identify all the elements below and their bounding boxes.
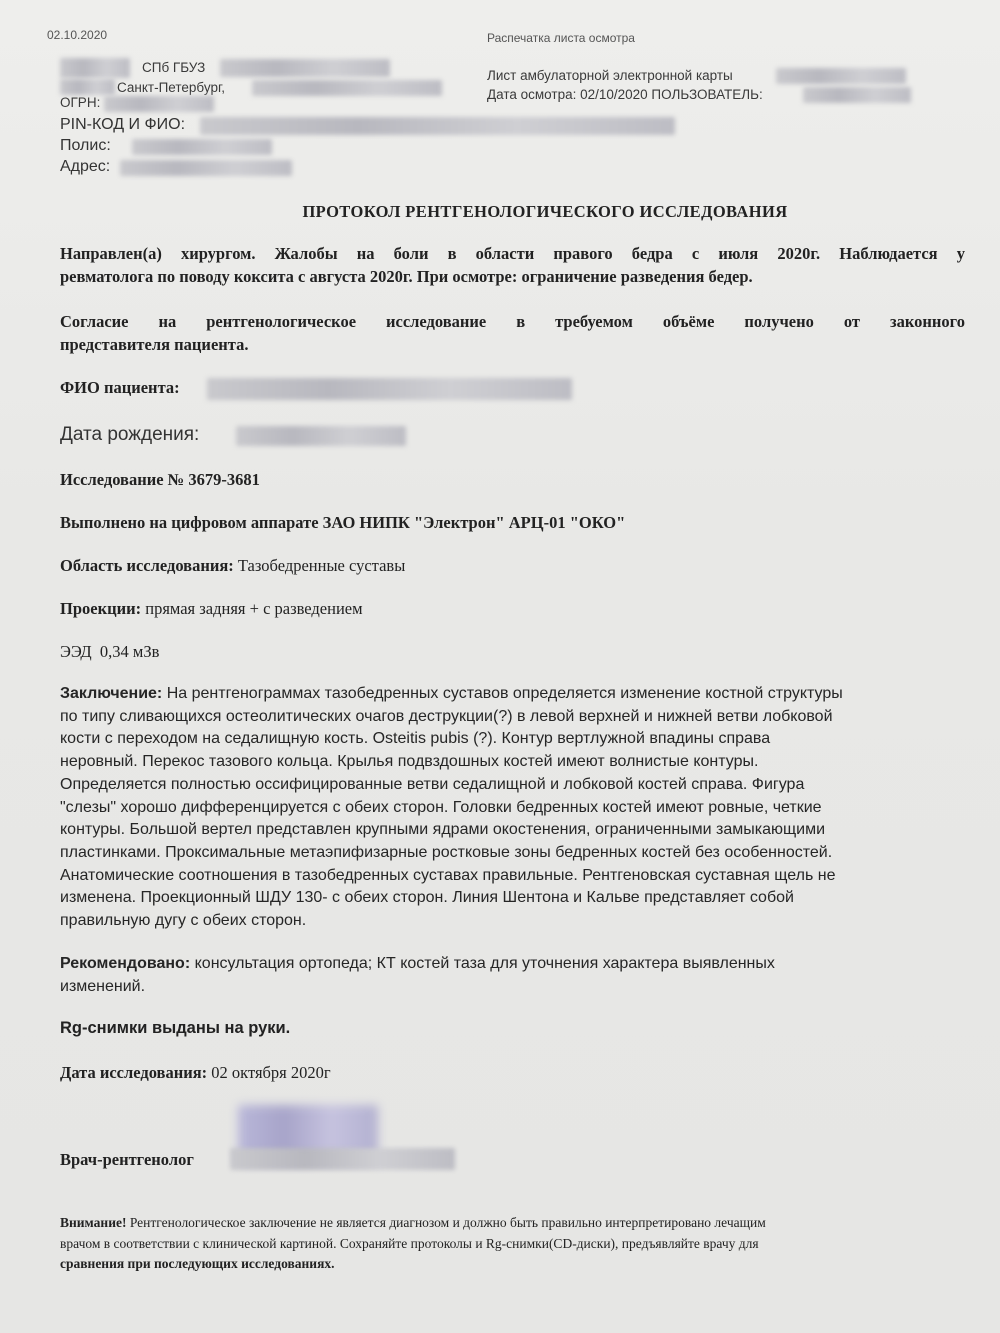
conclusion-line (60, 683, 975, 706)
conclusion-line: изменена. Проекционный ШДУ 130- с обеих сторон. Линия Шентона и Кальве представляет собой (60, 889, 794, 907)
conclusion-label: Заключение: (60, 685, 163, 702)
projections-value: прямая задняя + с разведением (145, 599, 363, 618)
conclusion-line: "слезы" хорошо дифференцируется с обеих сторон. Головки бедренных костей имеют ровные, четкие (60, 798, 822, 816)
recommendation-text: консультация ортопеда; КТ костей таза для уточнения характера выявленных (194, 955, 775, 972)
redacted-patient-name (207, 378, 572, 400)
study-date (60, 1063, 331, 1083)
ogrn-label: ОГРН: (60, 95, 101, 110)
redacted-org-prefix (60, 58, 130, 78)
conclusion-line: Определяется полностью оссифицированные ветви седалищной и лобковой костей справа. Фигура (60, 775, 805, 793)
doctor-label: Врач-рентгенолог (60, 1150, 194, 1169)
projections-label: Проекции: (60, 599, 142, 618)
conclusion (60, 683, 975, 933)
redacted-org-name (220, 59, 390, 77)
conclusion-line: неровный. Перекос тазового кольца. Крылья подвздошных костей имеют волнистые контуры. (60, 753, 759, 771)
pin-label: PIN-КОД И ФИО: (60, 116, 186, 133)
study-date-label: Дата исследования: (60, 1063, 208, 1082)
eed-label: ЭЭД (60, 642, 92, 661)
warning-label: Внимание! (60, 1215, 127, 1230)
study-number: Исследование № 3679-3681 (60, 470, 260, 489)
warning-line: врачом в соответствии с клинической картиной. Сохраняйте протоколы и Rg-снимки(CD-диски), предъявляйте врачу для (60, 1235, 759, 1251)
consent-line-1: Согласие на рентгенологическое исследование в требуемом объёме получено от законного (60, 312, 965, 331)
document-title: ПРОТОКОЛ РЕНТГЕНОЛОГИЧЕСКОГО ИССЛЕДОВАНИЯ (302, 202, 788, 221)
projections (60, 599, 363, 619)
patient-label: ФИО пациента: (60, 378, 180, 397)
warning (60, 1213, 960, 1275)
conclusion-text: На рентгенограммах тазобедренных суставов определяется изменение костной структуры (166, 685, 843, 702)
referral-line-1: Направлен(а) хирургом. Жалобы на боли в области правого бедра с июля 2020г. Наблюдается у (60, 244, 965, 263)
exam-date-line: Дата осмотра: 02/10/2020 ПОЛЬЗОВАТЕЛЬ: (487, 87, 763, 102)
redacted-ogrn (104, 96, 214, 112)
eed-value: 0,34 мЗв (99, 642, 160, 661)
images-issued: Rg-снимки выданы на руки. (60, 1019, 291, 1037)
printout-label: Распечатка листа осмотра (487, 31, 635, 45)
redacted-user (803, 87, 911, 103)
org-city: Санкт-Петербург, (117, 80, 225, 95)
warning-line: сравнения при последующих исследованиях. (60, 1256, 335, 1271)
study-area-label: Область исследования: (60, 556, 234, 575)
recommendation-label: Рекомендовано: (60, 955, 191, 972)
conclusion-line: кости с переходом на седалищную кость. Osteitis pubis (?). Контур вертлужной впадины справа (60, 730, 771, 748)
eed (60, 642, 159, 662)
redacted-org-line2 (60, 79, 115, 95)
redacted-birth-date (236, 426, 406, 446)
org-name: СПб ГБУЗ (142, 60, 206, 75)
conclusion-line: контуры. Большой вертел представлен крупными ядрами окостенения, ограниченными замыкающими (60, 821, 826, 839)
card-label: Лист амбулаторной электронной карты (487, 68, 733, 83)
consent-line-2: представителя пациента. (60, 335, 249, 354)
recommendation-line: изменений. (60, 977, 146, 995)
study-date-value: 02 октября 2020г (211, 1063, 331, 1082)
redacted-card-number (776, 68, 906, 84)
redacted-policy (132, 139, 272, 155)
conclusion-line: правильную дугу с обеих сторон. (60, 912, 307, 930)
birth-label: Дата рождения: (60, 424, 200, 445)
warning-line (60, 1213, 960, 1234)
policy-label: Полис: (60, 137, 111, 154)
redacted-org-address (252, 80, 442, 96)
address-label: Адрес: (60, 158, 111, 175)
study-area (60, 556, 405, 576)
redacted-address (120, 160, 292, 176)
study-area-value: Тазобедренные суставы (237, 556, 406, 575)
redacted-doctor-name (230, 1148, 455, 1170)
conclusion-line: пластинками. Проксимальные метаэпифизарные ростковые зоны бедренных костей без особенностей. (60, 843, 833, 861)
warning-text: Рентгенологическое заключение не является диагнозом и должно быть правильно интерпретировано лечащим (129, 1215, 766, 1230)
conclusion-line: Анатомические соотношения в тазобедренных суставах правильные. Рентгеновская суставная щель не (60, 866, 836, 884)
print-date: 02.10.2020 (47, 28, 108, 42)
redacted-pin-name (200, 117, 675, 135)
conclusion-line: по типу сливающихся остеолитических очагов деструкции(?) в левой верхней и нижней ветви лобковой (60, 707, 833, 725)
referral-line-2: ревматолога по поводу коксита с августа 2020г. При осмотре: ограничение разведения бедер. (60, 267, 753, 286)
recommendation (60, 953, 975, 998)
recommendation-line (60, 953, 975, 976)
device: Выполнено на цифровом аппарате ЗАО НИПК "Электрон" АРЦ-01 "ОКО" (60, 513, 626, 532)
